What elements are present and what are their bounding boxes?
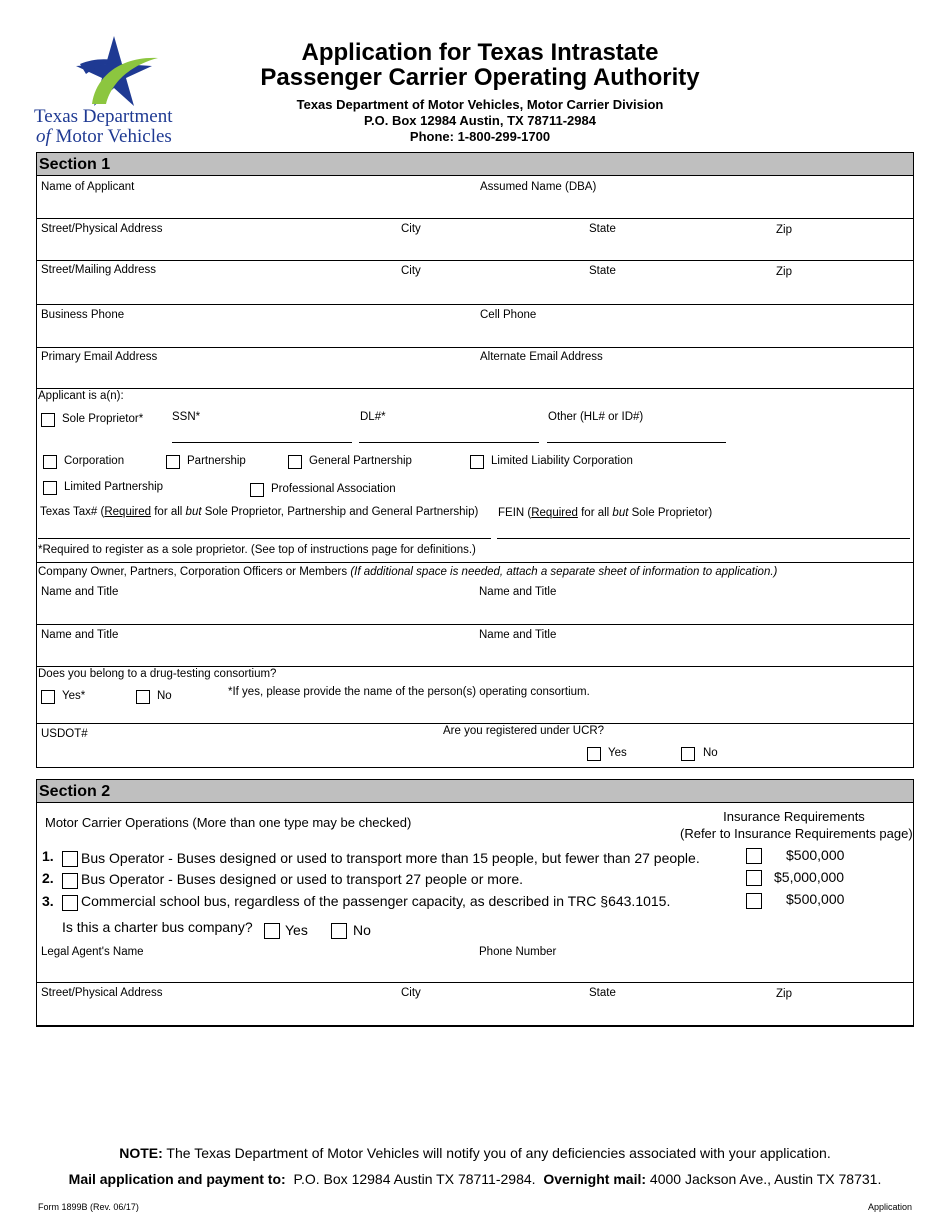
charter-no-label: No: [353, 922, 371, 938]
ucr-yes-label: Yes: [608, 747, 627, 759]
charter-yes-label: Yes: [285, 922, 308, 938]
street-mailing-label: Street/Mailing Address: [41, 264, 157, 276]
fein-label: FEIN (Required for all but Sole Proprietor): [498, 507, 713, 519]
legal-agent-label: Legal Agent's Name: [41, 946, 144, 958]
other-id-label: Other (HL# or ID#): [548, 411, 644, 423]
operation-number: 1.: [42, 848, 54, 864]
insurance-3-amount: $500,000: [786, 891, 845, 907]
operation-3-text: Commercial school bus, regardless of the passenger capacity, as described in TRC §643.1015.: [81, 893, 671, 909]
dl-label: DL#*: [360, 411, 386, 423]
alternate-email-label: Alternate Email Address: [480, 351, 603, 363]
phone-number-label: Phone Number: [479, 946, 557, 958]
section2-header: Section 2: [36, 779, 914, 803]
usdot-label: USDOT#: [41, 728, 88, 740]
sole-proprietor-note: *Required to register as a sole proprietor. (See top of instructions page for definitions.): [38, 544, 476, 556]
ucr-no-checkbox[interactable]: [681, 747, 695, 761]
other-id-field[interactable]: [547, 442, 726, 443]
drug-yes-label: Yes*: [62, 690, 86, 702]
page-title-line1: Application for Texas Intrastate: [301, 39, 659, 66]
applicant-type-label: Applicant is a(n):: [38, 390, 124, 402]
agent-city-label: City: [401, 987, 421, 999]
drug-consortium-question: Does you belong to a drug-testing consortium?: [38, 668, 277, 680]
charter-yes-checkbox[interactable]: [264, 923, 280, 939]
insurance-3-checkbox[interactable]: [746, 893, 762, 909]
ucr-no-label: No: [703, 747, 718, 759]
general-partnership-label: General Partnership: [309, 455, 412, 467]
sole-proprietor-label: Sole Proprietor*: [62, 413, 144, 425]
owner-name-title-label: Name and Title: [41, 586, 119, 598]
limited-partnership-checkbox[interactable]: [43, 481, 57, 495]
insurance-1-amount: $500,000: [786, 847, 845, 863]
owner-name-title-label: Name and Title: [41, 629, 119, 641]
insurance-2-checkbox[interactable]: [746, 870, 762, 886]
footer-note: NOTE: The Texas Department of Motor Vehicles will notify you of any deficiencies associated with your application.: [119, 1145, 831, 1161]
ucr-yes-checkbox[interactable]: [587, 747, 601, 761]
operations-label: Motor Carrier Operations (More than one type may be checked): [45, 815, 412, 830]
general-partnership-checkbox[interactable]: [288, 455, 302, 469]
texas-tax-field[interactable]: [38, 538, 491, 539]
operation-number: 3.: [42, 893, 54, 909]
insurance-header-line2: (Refer to Insurance Requirements page): [680, 826, 913, 841]
agent-street-label: Street/Physical Address: [41, 987, 163, 999]
owner-name-title-label: Name and Title: [479, 629, 557, 641]
charter-no-checkbox[interactable]: [331, 923, 347, 939]
zip-label: Zip: [776, 266, 792, 278]
operation-2-text: Bus Operator - Buses designed or used to transport 27 people or more.: [81, 871, 524, 887]
header-agency: Texas Department of Motor Vehicles, Motor Carrier Division: [296, 97, 664, 112]
owners-instructions: Company Owner, Partners, Corporation Officers or Members (If additional space is needed, attach a separate sheet of information to application.): [38, 566, 778, 578]
texas-tax-label: Texas Tax# (Required for all but Sole Proprietor, Partnership and General Partnership): [40, 506, 479, 518]
corporation-checkbox[interactable]: [43, 455, 57, 469]
footer-mailing: Mail application and payment to: P.O. Box 12984 Austin TX 78711-2984. Overnight mail: 4000 Jackson Ave., Austin TX 78731.: [68, 1171, 882, 1187]
street-physical-label: Street/Physical Address: [41, 223, 163, 235]
owner-name-title-label: Name and Title: [479, 586, 557, 598]
page-title-line2: Passenger Carrier Operating Authority: [260, 64, 700, 91]
charter-question: Is this a charter bus company?: [62, 919, 253, 935]
assumed-name-label: Assumed Name (DBA): [480, 181, 597, 193]
logo-text-line2: of Motor Vehicles: [36, 126, 172, 147]
header-phone: Phone: 1-800-299-1700: [409, 129, 551, 144]
llc-checkbox[interactable]: [470, 455, 484, 469]
professional-association-label: Professional Association: [271, 483, 396, 495]
logo-text-line1: Texas Department: [34, 106, 173, 127]
drug-no-checkbox[interactable]: [136, 690, 150, 704]
corporation-label: Corporation: [64, 455, 125, 467]
ucr-question: Are you registered under UCR?: [443, 725, 605, 737]
drug-yes-checkbox[interactable]: [41, 690, 55, 704]
fein-field[interactable]: [497, 538, 910, 539]
section1-header: Section 1: [36, 152, 914, 176]
operation-3-checkbox[interactable]: [62, 895, 78, 911]
txdmv-logo: [34, 34, 194, 150]
name-applicant-label: Name of Applicant: [41, 181, 135, 193]
primary-email-label: Primary Email Address: [41, 351, 158, 363]
header-address: P.O. Box 12984 Austin, TX 78711-2984: [364, 113, 596, 128]
city-label: City: [401, 265, 421, 277]
state-label: State: [589, 223, 616, 235]
page-label: Application: [868, 1202, 913, 1212]
star-logo-icon: [34, 34, 194, 110]
insurance-1-checkbox[interactable]: [746, 848, 762, 864]
agent-zip-label: Zip: [776, 988, 792, 1000]
operation-number: 2.: [42, 870, 54, 886]
business-phone-label: Business Phone: [41, 309, 125, 321]
sole-proprietor-checkbox[interactable]: [41, 413, 55, 427]
llc-label: Limited Liability Corporation: [491, 455, 633, 467]
agent-state-label: State: [589, 987, 616, 999]
partnership-checkbox[interactable]: [166, 455, 180, 469]
cell-phone-label: Cell Phone: [480, 309, 537, 321]
drug-no-label: No: [157, 690, 172, 702]
limited-partnership-label: Limited Partnership: [64, 481, 164, 493]
operation-2-checkbox[interactable]: [62, 873, 78, 889]
ssn-label: SSN*: [172, 411, 201, 423]
insurance-2-amount: $5,000,000: [774, 869, 845, 885]
operation-1-checkbox[interactable]: [62, 851, 78, 867]
zip-label: Zip: [776, 224, 792, 236]
state-label: State: [589, 265, 616, 277]
city-label: City: [401, 223, 421, 235]
insurance-header-line1: Insurance Requirements: [723, 809, 865, 824]
professional-association-checkbox[interactable]: [250, 483, 264, 497]
operation-1-text: Bus Operator - Buses designed or used to transport more than 15 people, but fewer than 27 people.: [81, 850, 700, 866]
dl-field[interactable]: [359, 442, 539, 443]
ssn-field[interactable]: [172, 442, 352, 443]
drug-consortium-note: *If yes, please provide the name of the person(s) operating consortium.: [228, 686, 590, 698]
form-number: Form 1899B (Rev. 06/17): [38, 1202, 139, 1212]
partnership-label: Partnership: [187, 455, 246, 467]
